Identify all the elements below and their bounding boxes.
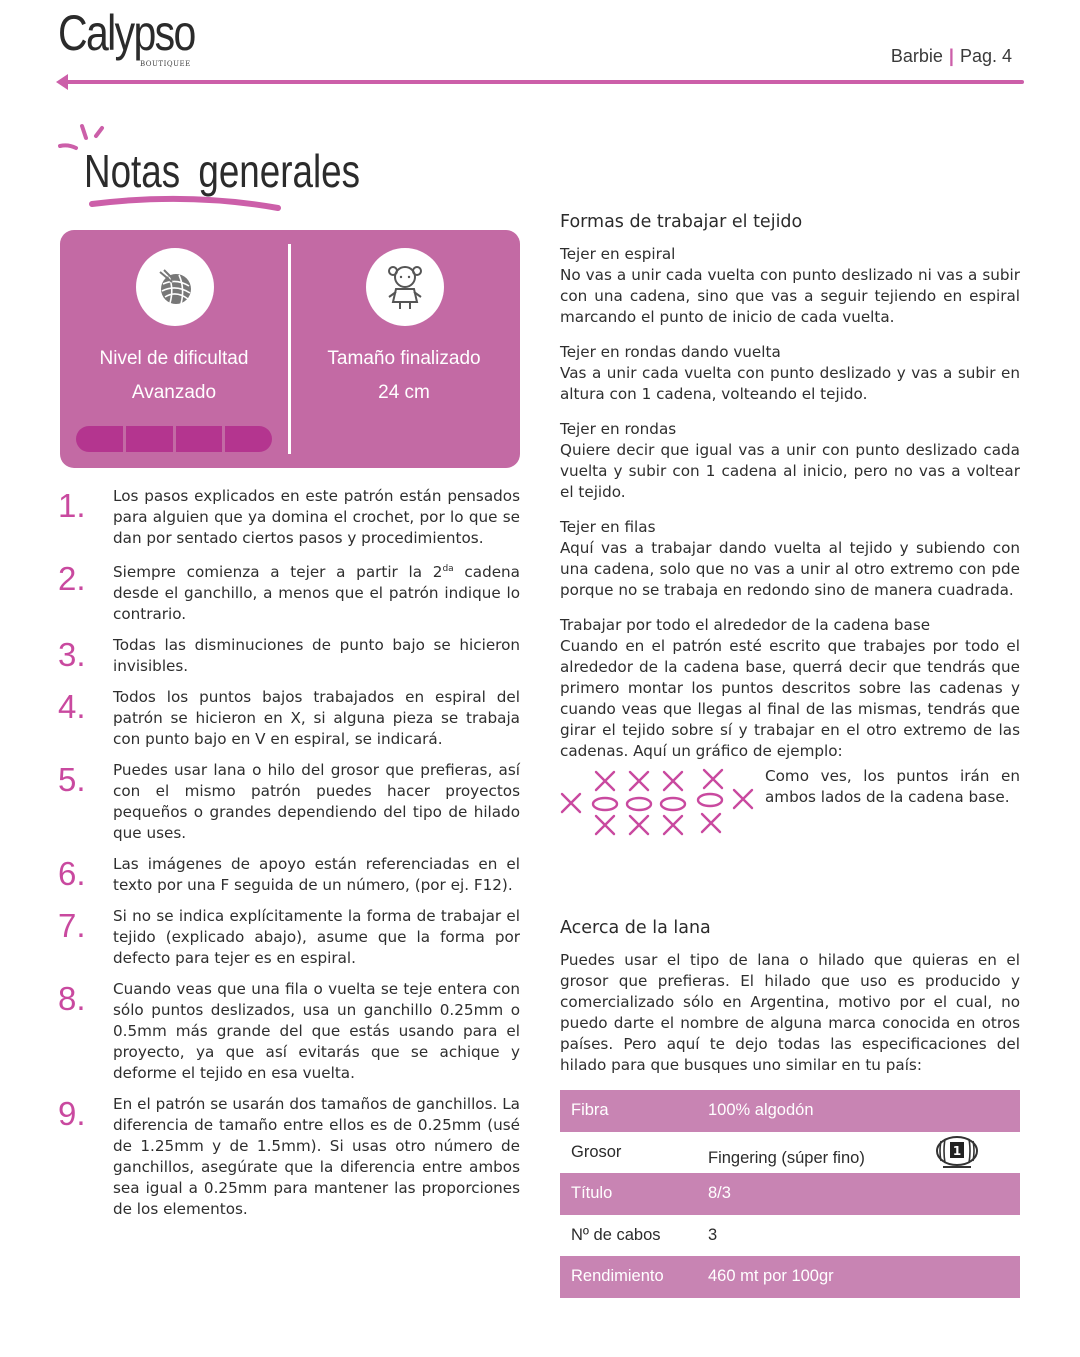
note-number: 5. <box>58 761 86 799</box>
form-item-title: Tejer en rondas <box>560 420 677 438</box>
form-item <box>560 615 1020 762</box>
form-item-text: Aquí vas a trabajar dando vuelta al tejido y subiendo con una cadena, solo que no vas a unir al otro extremo con pde porque no se trabaja en redondo sino de manera cuadrada. <box>560 539 1020 599</box>
separator: | <box>948 46 954 66</box>
yarn-ball-icon <box>136 248 214 326</box>
difficulty-label: Nivel de dificultad <box>99 348 249 369</box>
form-item-text: Vas a unir cada vuelta con punto deslizado y vas a subir en altura con 1 cadena, volteando el tejido. <box>560 364 1020 403</box>
spec-value: 100% algodón <box>708 1090 1020 1132</box>
notes-list <box>58 486 520 1230</box>
form-item-title: Tejer en filas <box>560 518 656 536</box>
table-row <box>560 1173 1020 1215</box>
spec-value: Fingering (súper fino) <box>708 1132 1020 1174</box>
stitch-diagram <box>560 764 760 836</box>
note-text: Todos los puntos bajos trabajados en espiral del patrón se hicieron en X, si alguna pieza se trabaja con punto bajo en V en espiral, se indicará. <box>113 688 520 749</box>
brand-name: Calypso <box>58 5 195 61</box>
brand-subtitle: BOUTIQUEE <box>140 60 191 68</box>
list-item <box>58 687 520 750</box>
spec-label: Título <box>560 1173 708 1215</box>
list-item <box>58 486 520 549</box>
note-text: Siempre comienza a tejer a partir la 2 <box>113 563 443 582</box>
list-item <box>58 635 520 677</box>
note-text: cadena desde el ganchillo, a menos que el patrón indique lo contrario. <box>113 563 520 624</box>
list-item <box>58 559 520 625</box>
note-number: 4. <box>58 688 86 726</box>
size-value: 24 cm <box>378 382 430 403</box>
list-item <box>58 906 520 969</box>
list-item <box>58 979 520 1084</box>
note-number: 9. <box>58 1095 86 1133</box>
brand-logo <box>58 5 208 68</box>
form-item <box>560 342 1020 405</box>
page-number: Pag. 4 <box>959 46 1012 66</box>
spec-label: Grosor <box>560 1132 708 1174</box>
note-number: 2. <box>58 560 86 597</box>
difficulty-segment <box>126 426 173 452</box>
header-divider <box>60 80 1024 84</box>
weight-number: 1 <box>952 1144 962 1158</box>
spec-value: 460 mt por 100gr <box>708 1256 1020 1298</box>
table-row <box>560 1256 1020 1298</box>
yarn-weight-icon <box>935 1133 979 1171</box>
form-item <box>560 517 1020 601</box>
stitch-example <box>560 762 1020 852</box>
table-row <box>560 1090 1020 1132</box>
difficulty-meter <box>76 426 272 452</box>
form-item-title: Trabajar por todo el alrededor de la cadena base <box>560 616 931 634</box>
form-item <box>560 419 1020 503</box>
example-caption: Como ves, los puntos irán en ambos lados de la cadena base. <box>765 767 1020 806</box>
note-text: En el patrón se usarán dos tamaños de ganchillos. La diferencia de tamaño entre ellos es de 0.25mm (usé de 1.25mm y de 1.5mm). Si usas otro número de ganchillos, asegúrate que la diferencia entre ambos sea igual a 0.25mm para mantener las proporciones de los elementos. <box>113 1095 520 1219</box>
spec-value: 3 <box>708 1215 1020 1257</box>
difficulty-value: Avanzado <box>131 382 217 403</box>
note-number: 6. <box>58 855 86 893</box>
page-indicator <box>891 46 1012 67</box>
list-item <box>58 760 520 844</box>
note-number: 8. <box>58 980 86 1018</box>
note-text: Todas las disminuciones de punto bajo se hicieron invisibles. <box>113 636 520 676</box>
note-number: 7. <box>58 907 86 945</box>
form-item-title: Tejer en rondas dando vuelta <box>560 343 781 361</box>
note-superscript: da <box>442 564 454 574</box>
table-row <box>560 1215 1020 1257</box>
form-item-title: Tejer en espiral <box>560 245 676 263</box>
difficulty-segment <box>225 426 272 452</box>
page-title: Notas generales <box>84 145 360 197</box>
spec-value: 8/3 <box>708 1173 1020 1215</box>
forms-section <box>560 210 1020 852</box>
title-underline <box>88 194 288 214</box>
spec-label: Fibra <box>560 1090 708 1132</box>
note-text: Las imágenes de apoyo están referenciadas en el texto por una F seguida de un número, (por ej. F12). <box>113 855 520 895</box>
section-name: Barbie <box>890 46 943 66</box>
wool-section <box>560 916 1020 1090</box>
difficulty-segment <box>176 426 223 452</box>
spec-label: Rendimiento <box>560 1256 708 1298</box>
wool-text: Puedes usar el tipo de lana o hilado que quieras en el grosor que prefieras. El hilado que uso es producido y comercializado sólo en Argentina, motivo por el cual, no puedo darte el nombre de alguna marca conocida en otros países. Pero aquí te dejo todas las especificaciones del hilado para que busques uno similar en tu país: <box>560 951 1020 1074</box>
note-text: Los pasos explicados en este patrón están pensados para alguien que ya domina el crochet, por lo que se dan por sentado ciertos pasos y procedimientos. <box>113 487 520 547</box>
size-label: Tamaño finalizado <box>327 348 481 369</box>
spec-label: Nº de cabos <box>560 1215 708 1257</box>
note-text: Cuando veas que una fila o vuelta se teje entera con sólo puntos deslizados, usa un ganchillo 0.25mm o 0.5mm más grande del que estás usando para el proyecto, ya que así evitarás que se achique y deforme el tejido en esa vuelta. <box>113 980 520 1083</box>
note-text: Puedes usar lana o hilo del grosor que prefieras, así con el mismo patrón puedes hacer proyectos pequeños o grandes dependiendo del tipo de hilado que uses. <box>113 761 520 843</box>
card-divider <box>288 244 291 454</box>
project-info-card <box>60 230 520 468</box>
form-item-text: No vas a unir cada vuelta con punto deslizado ni vas a subir con una cadena, sino que vas a seguir tejiendo en espiral marcando el punto de inicio de cada vuelta. <box>560 266 1020 326</box>
form-item-text: Cuando en el patrón esté escrito que trabajes por todo el alrededor de la cadena base, querrá decir que tendrás que primero montar los puntos descritos sobre las cadenas y cuando veas que llegas al final de las mismas, tendrás que girar el tejido sobre sí y trabajar en el otro extremo de las cadenas. Aquí un gráfico de ejemplo: <box>560 637 1020 760</box>
note-text: Si no se indica explícitamente la forma de trabajar el tejido (explicado abajo), asume que la forma por defecto para tejer es en espiral. <box>113 907 520 968</box>
section-title: Acerca de la lana <box>560 918 711 938</box>
form-item-text: Quiere decir que igual vas a unir con punto deslizado cada vuelta y subir con 1 cadena al inicio, pero no vas a voltear el tejido. <box>560 441 1020 501</box>
note-number: 3. <box>58 636 86 674</box>
doll-icon <box>366 248 444 326</box>
yarn-spec-table <box>560 1090 1020 1298</box>
note-number: 1. <box>58 487 86 524</box>
list-item <box>58 854 520 896</box>
section-title: Formas de trabajar el tejido <box>560 212 803 232</box>
list-item <box>58 1094 520 1220</box>
form-item <box>560 244 1020 328</box>
difficulty-segment <box>76 426 123 452</box>
